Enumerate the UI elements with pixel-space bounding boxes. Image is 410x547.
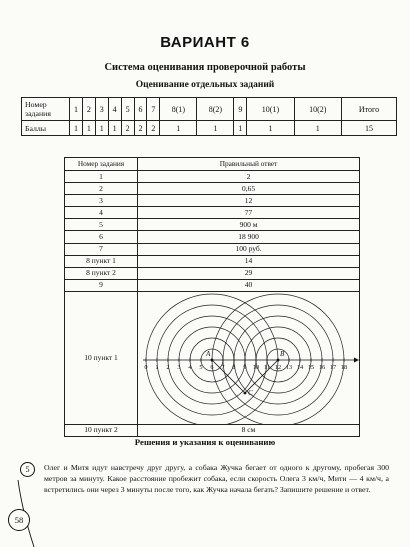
answer-value: 100 руб. — [138, 243, 360, 255]
task-cell: 7 — [147, 98, 160, 121]
score-table-points-row — [22, 121, 397, 136]
answers-col2-header: Правильный ответ — [138, 158, 360, 171]
answer-value: 40 — [138, 279, 360, 291]
answer-row — [65, 267, 360, 279]
problem-number-badge: 5 — [20, 462, 35, 477]
task-cell: 5 — [121, 98, 134, 121]
answers-table — [64, 157, 360, 437]
points-cell: 1 — [82, 121, 95, 136]
answer-row — [65, 219, 360, 231]
axis-tick-label: 17 — [329, 363, 337, 371]
point-b — [277, 359, 280, 362]
answer-row — [65, 171, 360, 183]
figure-task-label: 10 пункт 1 — [65, 291, 138, 424]
points-cell: 1 — [95, 121, 108, 136]
score-table-row1-label: Номер задания — [22, 98, 70, 121]
answer-task: 8 пункт 2 — [65, 267, 138, 279]
circles-figure — [138, 292, 359, 424]
answer-value: 18 900 — [138, 231, 360, 243]
answer-row — [65, 424, 360, 436]
points-cell: 15 — [341, 121, 396, 136]
task-cell: 3 — [95, 98, 108, 121]
answer-task: 6 — [65, 231, 138, 243]
task-cell: 10(1) — [247, 98, 294, 121]
task-cell: 10(2) — [294, 98, 341, 121]
axis-arrow — [354, 357, 359, 362]
task-cell: 2 — [82, 98, 95, 121]
answer-task: 10 пункт 2 — [65, 424, 138, 436]
points-cell: 1 — [108, 121, 121, 136]
task-cell: Итого — [341, 98, 396, 121]
answer-task: 7 — [65, 243, 138, 255]
answer-task: 2 — [65, 183, 138, 195]
axis-tick-label: 2 — [166, 363, 170, 371]
axis-tick-label: 18 — [340, 363, 348, 371]
answer-row — [65, 255, 360, 267]
points-cell: 2 — [121, 121, 134, 136]
answer-value: 8 см — [138, 424, 360, 436]
answer-value: 2 — [138, 171, 360, 183]
answer-task: 9 — [65, 279, 138, 291]
axis-tick-label: 13 — [285, 363, 293, 371]
answer-row — [65, 183, 360, 195]
answer-row — [65, 231, 360, 243]
axis-tick-label: 6 — [210, 363, 214, 371]
point-c-label: C — [248, 388, 253, 397]
answer-value: 900 м — [138, 219, 360, 231]
points-cell: 1 — [197, 121, 234, 136]
answer-row — [65, 279, 360, 291]
points-cell: 1 — [294, 121, 341, 136]
system-title: Система оценивания проверочной работы — [104, 62, 306, 73]
axis-tick-label: 1 — [155, 363, 159, 371]
answer-row-figure — [65, 291, 360, 424]
answer-value: 14 — [138, 255, 360, 267]
problem-text: Олег и Митя идут навстречу друг другу, а собака Жучка бегает от одного к другому, пробегая 300 метров за минуту. Какое расстояние пробежит собака, если скорость Олега 3 км/ч, Мити — 4 км/ч, а встретились они через 3 минуты после того, как Жучка начала бегать? Запишите решение и ответ. — [44, 463, 389, 495]
answers-col1-header: Номер задания — [65, 158, 138, 171]
axis-tick-label: 11 — [263, 363, 271, 371]
score-table-tasks-row — [22, 98, 397, 121]
axis-tick-label: 4 — [188, 363, 192, 371]
axis-tick-label: 15 — [307, 363, 315, 371]
segment-ac — [212, 360, 245, 393]
scoring-subtitle: Оценивание отдельных заданий — [135, 80, 275, 90]
score-table-row2-label: Баллы — [22, 121, 70, 136]
answer-row — [65, 207, 360, 219]
axis-tick-label: 5 — [199, 363, 203, 371]
answer-row — [65, 243, 360, 255]
points-cell: 2 — [147, 121, 160, 136]
task-cell: 8(2) — [197, 98, 234, 121]
answer-value: 29 — [138, 267, 360, 279]
answer-value: 12 — [138, 195, 360, 207]
task-cell: 4 — [108, 98, 121, 121]
answer-task: 4 — [65, 207, 138, 219]
answer-value: 77 — [138, 207, 360, 219]
task-cell: 9 — [234, 98, 247, 121]
point-a-label: A — [206, 349, 211, 358]
points-cell: 1 — [70, 121, 83, 136]
axis-tick-label: 16 — [318, 363, 326, 371]
answer-task: 3 — [65, 195, 138, 207]
points-cell: 1 — [234, 121, 247, 136]
points-cell: 1 — [160, 121, 197, 136]
task-cell: 6 — [134, 98, 147, 121]
point-a — [211, 359, 214, 362]
point-c — [244, 392, 247, 395]
points-cell: 2 — [134, 121, 147, 136]
answer-row — [65, 195, 360, 207]
score-table — [21, 97, 397, 136]
task-cell: 1 — [70, 98, 83, 121]
axis-tick-label: 8 — [232, 363, 236, 371]
axis-tick-label: 3 — [177, 363, 181, 371]
axis-tick-label: 0 — [144, 363, 148, 371]
task-cell: 8(1) — [160, 98, 197, 121]
axis-tick-label: 12 — [274, 363, 282, 371]
axis-tick-label: 7 — [221, 363, 225, 371]
solutions-title: Решения и указания к оцениванию — [134, 437, 276, 447]
axis-tick-label: 9 — [243, 363, 247, 371]
axis-tick-label: 14 — [296, 363, 304, 371]
answer-task: 5 — [65, 219, 138, 231]
page-number: 58 — [8, 509, 30, 531]
axis-tick-label: 10 — [252, 363, 260, 371]
answers-table-header — [65, 158, 360, 171]
point-b-label: B — [280, 349, 285, 358]
figure-cell — [138, 291, 360, 424]
answer-task: 1 — [65, 171, 138, 183]
answer-value: 0,65 — [138, 183, 360, 195]
variant-title: ВАРИАНТ 6 — [160, 34, 250, 51]
points-cell: 1 — [247, 121, 294, 136]
answer-task: 8 пункт 1 — [65, 255, 138, 267]
